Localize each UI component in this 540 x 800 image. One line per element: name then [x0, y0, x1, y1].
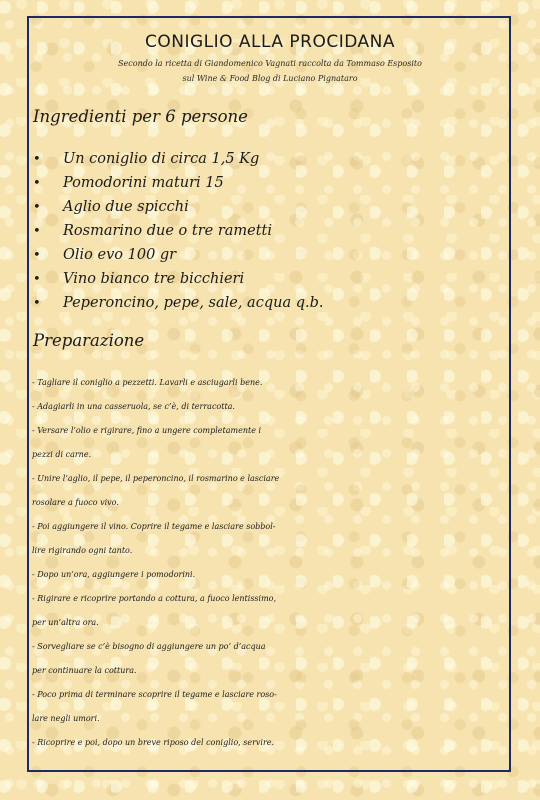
step-line: - Unire l’aglio, il pepe, il peperoncino, il rosmarino e lasciare	[32, 474, 280, 483]
ingredient-text: Un coniglio di circa 1,5 Kg	[63, 151, 260, 167]
recipe-title: CONIGLIO ALLA PROCIDANA	[144, 32, 395, 52]
ingredient-item	[33, 171, 323, 195]
bullet-icon: •	[33, 248, 41, 263]
step-line: per continuare la cottura.	[32, 666, 137, 675]
step-line: - Adagiarli in una casseruola, se c’è, di terracotta.	[32, 402, 235, 411]
step-line: lare negli umori.	[32, 714, 100, 723]
ingredient-text: Vino bianco tre bicchieri	[63, 271, 245, 287]
bullet-icon: •	[33, 152, 41, 167]
ingredient-text: Pomodorini maturi 15	[63, 175, 224, 191]
bullet-icon: •	[33, 176, 41, 191]
step-line: rosolare a fuoco vivo.	[32, 498, 119, 507]
bullet-icon: •	[33, 200, 41, 215]
ingredient-text: Aglio due spicchi	[63, 199, 189, 215]
step-line: - Poi aggiungere il vino. Coprire il tegame e lasciare sobbol-	[32, 522, 276, 531]
ingredient-item	[33, 267, 323, 291]
step-line: - Dopo un’ora, aggiungere i pomodorini.	[32, 570, 196, 579]
bullet-icon: •	[33, 224, 41, 239]
step-line: - Rigirare e ricoprire portando a cottura, a fuoco lentissimo,	[32, 594, 277, 603]
ingredient-item	[33, 195, 323, 219]
step-line: per un’altra ora.	[32, 618, 99, 627]
step-line: - Poco prima di terminare scoprire il tegame e lasciare roso-	[32, 690, 277, 699]
ingredient-item	[33, 219, 323, 243]
ingredient-item	[33, 291, 323, 315]
preparation-heading: Preparazione	[33, 331, 145, 350]
bullet-icon: •	[33, 272, 41, 287]
ingredient-item	[33, 147, 323, 171]
step-line: - Ricoprire e poi, dopo un breve riposo del coniglio, servire.	[32, 738, 275, 747]
ingredient-text: Rosmarino due o tre rametti	[63, 223, 273, 239]
credit-line-1: Secondo la ricetta di Giandomenico Vagnati raccolta da Tommaso Esposito	[118, 59, 422, 68]
ingredient-text: Peperoncino, pepe, sale, acqua q.b.	[63, 295, 324, 311]
ingredients-list	[33, 147, 323, 315]
credit-line-2: sul Wine & Food Blog di Luciano Pignataro	[182, 74, 358, 83]
bullet-icon: •	[33, 296, 41, 311]
step-line: pezzi di carne.	[32, 450, 92, 459]
step-line: lire rigirando ogni tanto.	[32, 546, 133, 555]
ingredient-text: Olio evo 100 gr	[63, 247, 177, 263]
ingredients-heading: Ingredienti per 6 persone	[33, 107, 248, 126]
ingredient-item	[33, 243, 323, 267]
step-line: - Sorvegliare se c’è bisogno di aggiungere un po’ d’acqua	[32, 642, 266, 651]
step-line: - Tagliare il coniglio a pezzetti. Lavarli e asciugarli bene.	[32, 378, 263, 387]
preparation-steps	[32, 371, 510, 755]
step-line: - Versare l’olio e rigirare, fino a ungere completamente i	[32, 426, 262, 435]
